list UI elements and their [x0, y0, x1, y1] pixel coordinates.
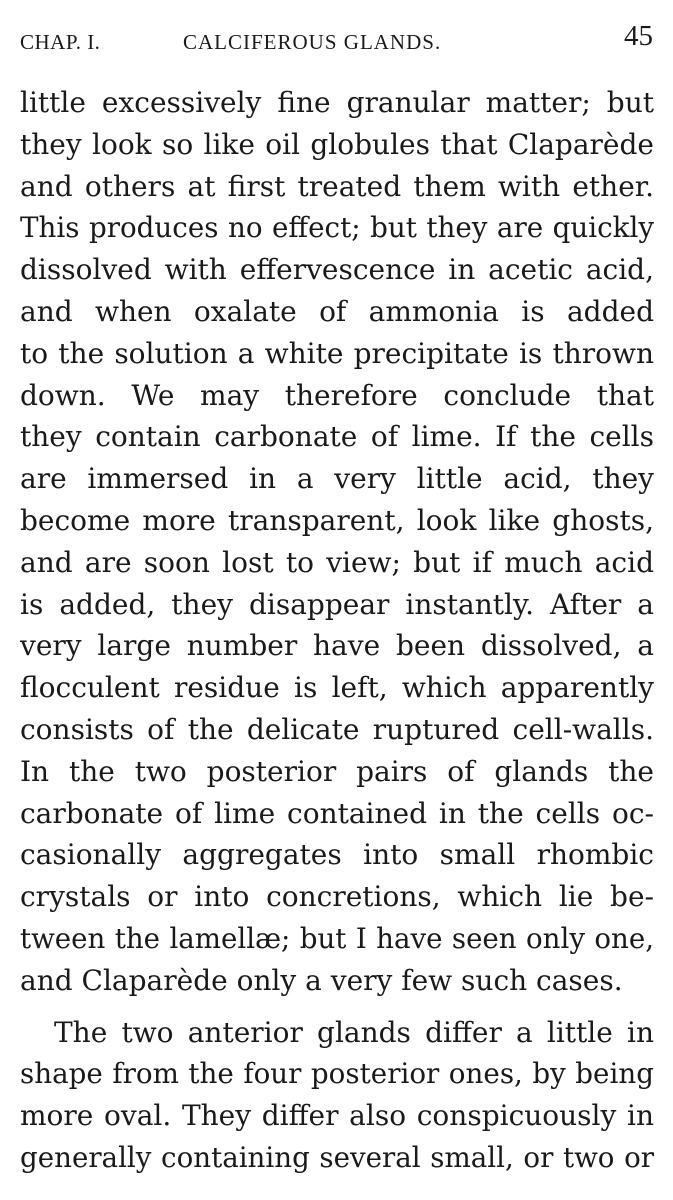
text-line: This produces no effect; but they are quickly [20, 211, 654, 245]
text-line: carbonate of lime contained in the cells oc- [20, 796, 654, 830]
running-head [20, 18, 653, 58]
body-text [20, 82, 654, 1179]
text-line: flocculent residue is left, which apparently [20, 671, 654, 705]
text-line: dissolved with effervescence in acetic acid, [20, 253, 654, 287]
text-line: are immersed in a very little acid, they [20, 462, 654, 496]
text-line: they look so like oil globules that Claparède [20, 127, 654, 161]
text-line: and when oxalate of ammonia is added [20, 294, 654, 328]
text-line: very large number have been dissolved, a [20, 629, 654, 663]
text-line: shape from the four posterior ones, by being [20, 1057, 654, 1091]
text-line: become more transparent, look like ghosts, [20, 503, 654, 537]
text-line: down. We may therefore conclude that [20, 378, 654, 412]
section-title: CALCIFEROUS GLANDS. [183, 30, 442, 54]
text-line: consists of the delicate ruptured cell-walls. [20, 712, 654, 746]
text-line: generally containing several small, or two or [20, 1140, 654, 1174]
text-line: is added, they disappear instantly. After a [20, 587, 654, 621]
paragraph-2 [20, 1012, 654, 1179]
paragraph-1 [20, 82, 654, 1002]
chapter-label: CHAP. I. [20, 30, 101, 54]
paragraph-spacer [20, 1002, 654, 1012]
text-line: little excessively fine granular matter; but [20, 86, 654, 119]
text-line: tween the lamellæ; but I have seen only one, [20, 921, 654, 955]
text-line: to the solution a white precipitate is thrown [20, 336, 654, 370]
text-line: more oval. They differ also conspicuously in [20, 1099, 654, 1133]
text-line: they contain carbonate of lime. If the cells [20, 420, 654, 454]
text-line: crystals or into concretions, which lie be- [20, 880, 654, 914]
page-number: 45 [624, 20, 653, 52]
text-line: The two anterior glands differ a little in [54, 1015, 654, 1049]
text-line: In the two posterior pairs of glands the [20, 754, 654, 788]
text-line: and are soon lost to view; but if much acid [20, 545, 654, 579]
text-line: and others at first treated them with ether. [20, 169, 654, 203]
text-line: casionally aggregates into small rhombic [20, 838, 654, 872]
text-line: and Claparède only a very few such cases. [20, 963, 623, 997]
